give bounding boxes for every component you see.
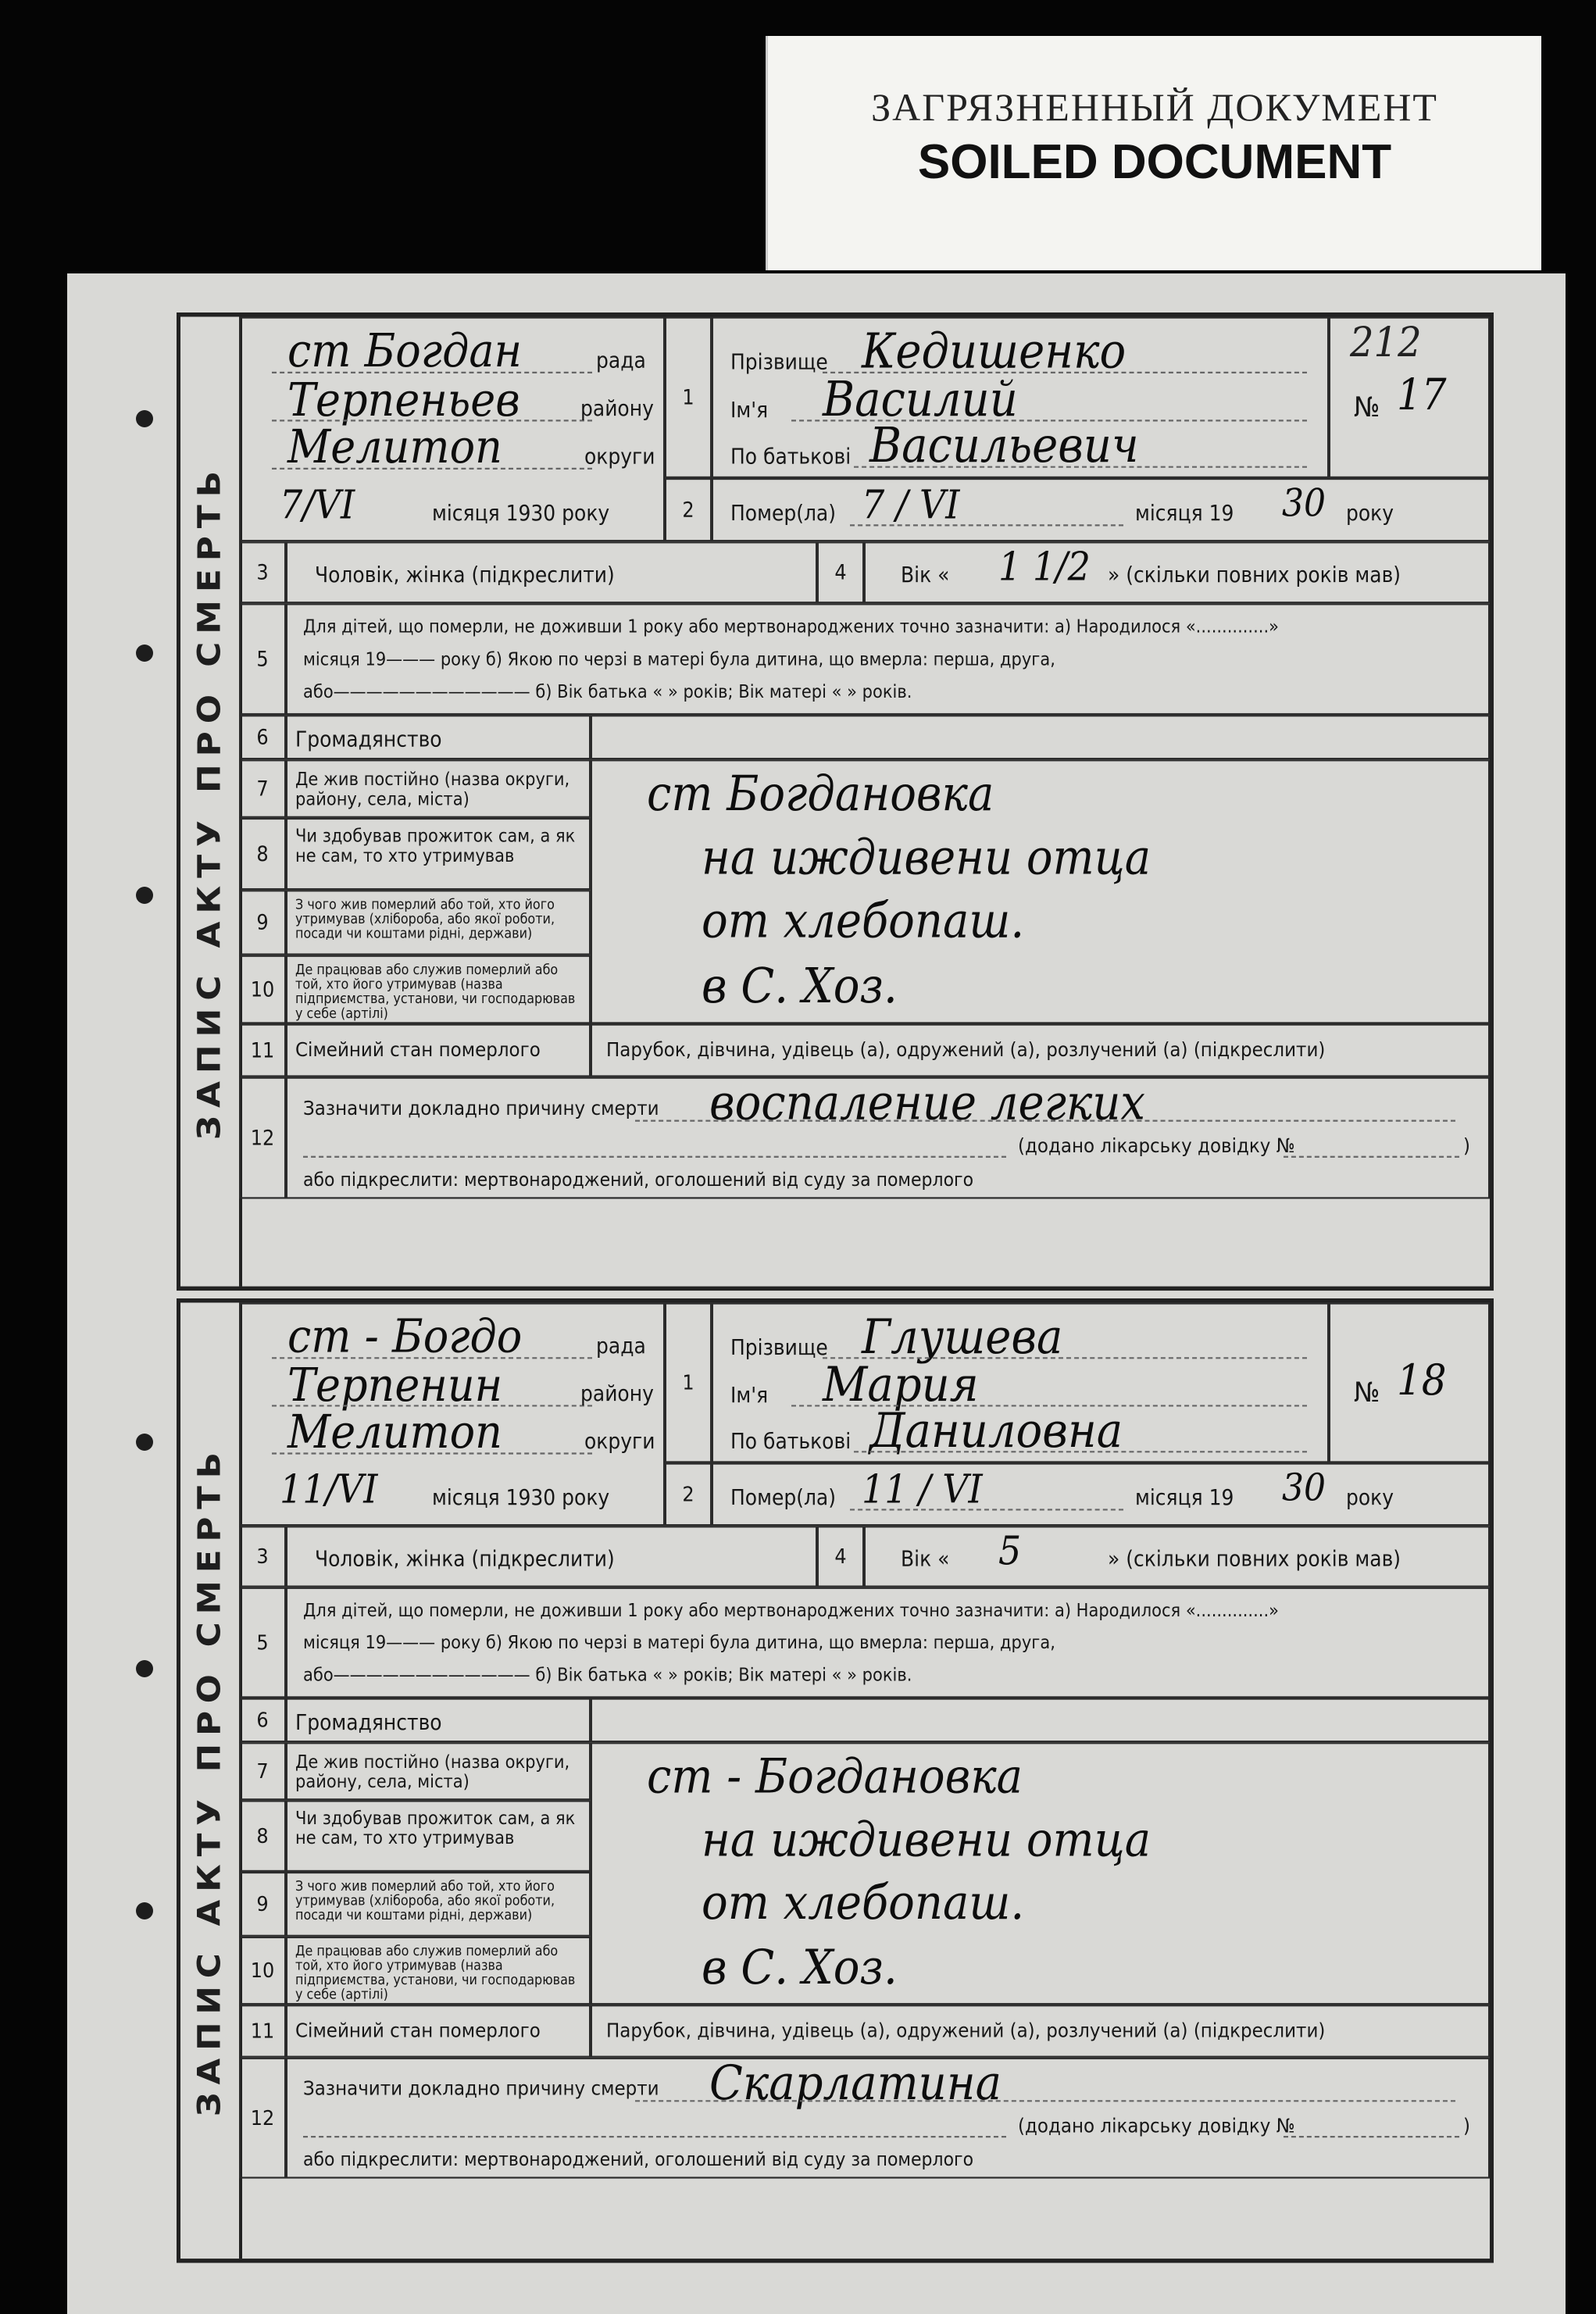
row-number: 4 — [817, 1526, 864, 1587]
row-number: 1 — [665, 1302, 712, 1462]
patronymic-value: Васильевич — [869, 418, 1139, 474]
row-number: 10 — [239, 955, 286, 1024]
punch-hole — [136, 1434, 153, 1451]
row-number: 12 — [239, 2058, 286, 2179]
cause-line — [635, 1120, 1455, 1122]
row-number: 8 — [239, 1800, 286, 1872]
cause-label: Зазначити докладно причину смерти — [303, 2077, 659, 2101]
citizenship-value-cell — [591, 1698, 1490, 1742]
cause-line-2 — [303, 2136, 1006, 2137]
med-certificate-line — [1284, 2136, 1459, 2137]
location-block — [239, 1302, 665, 1526]
okruga-value: Мелитоп — [287, 420, 502, 474]
row-number: 9 — [239, 890, 286, 955]
spine-title — [180, 1302, 242, 2259]
patronymic-line — [854, 1451, 1307, 1452]
row-number: 6 — [239, 1698, 286, 1742]
children-text-2: місяця 19——— року б) Якою по черзі в матері була дитина, що вмерла: перша, друга, — [303, 1632, 1055, 1653]
number-label: № — [1354, 1376, 1380, 1409]
row-number: 11 — [239, 2005, 286, 2058]
death-date-block — [712, 1462, 1490, 1526]
support-label-cell — [286, 818, 591, 890]
given-name-value: Василий — [823, 371, 1018, 428]
punch-hole — [136, 410, 153, 427]
record-number-box — [1329, 1302, 1490, 1462]
marital-label: Сімейний стан померлого — [295, 1039, 541, 1062]
citizenship-value-cell — [591, 715, 1490, 759]
cause-block — [286, 2055, 1490, 2179]
row-number: 5 — [239, 1587, 286, 1698]
age-tail-label: » (скільки повних років мав) — [1108, 1546, 1401, 1571]
livelihood-label: З чого жив померлий або той, хто його утримував (хлібороба, або якої роботи, посади чи коштами рідні, держави) — [295, 1877, 555, 1923]
residence-label: Де жив постійно (назва округи, району, села, міста) — [295, 769, 570, 809]
stillborn-note: або підкреслити: мертвонароджений, оголошений від суду за померлого — [303, 1169, 974, 1191]
residence-label: Де жив постійно (назва округи, району, села, міста) — [295, 1752, 570, 1792]
month-year-label: місяця 1930 року — [432, 500, 610, 526]
sex-label: Чоловік, жінка (підкреслити) — [315, 562, 615, 587]
citizenship-label: Громадянство — [295, 1709, 442, 1735]
given-name-value: Мария — [823, 1357, 979, 1413]
death-date-line — [850, 1509, 1123, 1510]
rayon-value: Терпеньев — [287, 372, 520, 427]
row-number: 3 — [239, 541, 286, 603]
row-number: 7 — [239, 1742, 286, 1800]
month-label: місяця 19 — [1135, 1484, 1234, 1510]
livelihood-label-cell — [286, 890, 591, 955]
answers-cell — [591, 759, 1490, 1023]
children-text-1: Для дітей, що померли, не доживши 1 року або мертвонароджених точно зазначити: а) Народилося «..............» — [303, 616, 1279, 637]
cause-line — [635, 2100, 1455, 2102]
punch-hole — [136, 1902, 153, 1919]
month-year-label: місяця 1930 року — [432, 1484, 610, 1510]
rayon-value: Терпенин — [287, 1358, 503, 1412]
death-date-line — [850, 524, 1123, 526]
work-value: в С. Хоз. — [702, 1940, 898, 1996]
marital-value-cell — [591, 1023, 1490, 1077]
surname-value: Глушева — [862, 1309, 1063, 1366]
support-label-cell — [286, 1800, 591, 1872]
rada-label: рада — [596, 1333, 646, 1359]
row-number: 12 — [239, 1077, 286, 1199]
paren-close: ) — [1463, 2115, 1470, 2138]
work-label: Де працював або служив померлий або той, хто його утримував (назва підприємства, установи, чи господарював у себе (артілі) — [295, 1942, 576, 2002]
spine-text: ЗАПИС АКТУ ПРО СМЕРТЬ — [191, 462, 228, 1141]
marital-label-cell — [286, 2005, 591, 2058]
rada-label: рада — [596, 348, 646, 373]
support-label: Чи здобував прожиток сам, а як не сам, то хто утримував — [295, 825, 576, 866]
work-label: Де працював або служив померлий або той, хто його утримував (назва підприємства, установи, чи господарював у себе (артілі) — [295, 961, 576, 1022]
row-number: 6 — [239, 715, 286, 759]
row-number: 1 — [665, 316, 712, 477]
patronymic-line — [854, 466, 1307, 468]
marital-options: Парубок, дівчина, удівець (а), одружений (а), розлучений (а) (підкреслити) — [606, 2019, 1326, 2043]
residence-label-cell — [286, 1742, 591, 1800]
children-text-3: або———————————— б) Вік батька « » років; Вік матері « » років. — [303, 1664, 912, 1686]
stamp-english-text: SOILED DOCUMENT — [917, 135, 1392, 189]
death-date-block — [712, 478, 1490, 541]
livelihood-value: от хлебопаш. — [702, 1875, 1025, 1931]
sex-label: Чоловік, жінка (підкреслити) — [315, 1546, 615, 1571]
name-label: Ім'я — [730, 1382, 769, 1408]
record-number-value: 18 — [1397, 1355, 1447, 1405]
age-tail-label: » (скільки повних років мав) — [1108, 562, 1401, 587]
cause-block — [286, 1077, 1490, 1199]
death-date-value: 7 / VI — [862, 481, 960, 528]
punch-hole — [136, 1660, 153, 1677]
death-year-value: 30 — [1282, 481, 1326, 526]
patronymic-label: По батькові — [730, 444, 852, 469]
age-label: Вік « — [901, 1546, 950, 1571]
citizenship-label-cell — [286, 715, 591, 759]
children-text-3: або———————————— б) Вік батька « » років; Вік матері « » років. — [303, 681, 912, 702]
livelihood-label: З чого жив померлий або той, хто його утримував (хлібороба, або якої роботи, посади чи коштами рідні, держави) — [295, 895, 555, 942]
patronymic-label: По батькові — [730, 1428, 852, 1454]
cause-label: Зазначити докладно причину смерти — [303, 1097, 659, 1120]
children-text-2: місяця 19——— року б) Якою по черзі в матері була дитина, що вмерла: перша, друга, — [303, 648, 1055, 670]
livelihood-value: от хлебопаш. — [702, 893, 1025, 949]
rada-value: ст Богдан — [287, 323, 523, 378]
spine-text: ЗАПИС АКТУ ПРО СМЕРТЬ — [191, 1444, 228, 2117]
age-value: 1 1/2 — [998, 543, 1091, 590]
cause-value: воспаление легких — [709, 1075, 1146, 1131]
row-number: 8 — [239, 818, 286, 890]
death-date-value: 11 / VI — [862, 1466, 983, 1512]
med-certificate-line — [1284, 1156, 1459, 1158]
surname-label: Прізвище — [730, 1334, 828, 1360]
cause-value: Скарлатина — [709, 2055, 1002, 2112]
year-label: року — [1346, 500, 1394, 526]
punch-hole — [136, 645, 153, 662]
row-number: 2 — [665, 478, 712, 541]
date-left-value: 7/VI — [280, 481, 355, 528]
year-label: року — [1346, 1484, 1394, 1510]
paren-close: ) — [1463, 1135, 1470, 1158]
marital-label-cell — [286, 1023, 591, 1077]
row-number: 9 — [239, 1872, 286, 1937]
okruga-label: округи — [584, 1428, 655, 1454]
number-label: № — [1354, 390, 1380, 423]
citizenship-label: Громадянство — [295, 727, 442, 752]
citizenship-label-cell — [286, 1698, 591, 1742]
rayon-label: району — [580, 395, 654, 421]
residence-label-cell — [286, 759, 591, 818]
surname-label: Прізвище — [730, 349, 828, 375]
residence-value: ст Богдановка — [647, 766, 994, 823]
surname-value: Кедишенко — [862, 323, 1126, 380]
name-block — [712, 1302, 1329, 1462]
support-value: на иждивени отца — [702, 830, 1151, 886]
punch-hole — [136, 887, 153, 904]
name-label: Ім'я — [730, 397, 769, 423]
okruga-value: Мелитоп — [287, 1405, 502, 1459]
support-label: Чи здобував прожиток сам, а як не сам, то хто утримував — [295, 1808, 576, 1848]
age-value: 5 — [998, 1527, 1022, 1574]
archive-mark: 212 — [1350, 318, 1422, 367]
children-block — [286, 1587, 1490, 1698]
livelihood-label-cell — [286, 1872, 591, 1937]
sex-block — [286, 541, 817, 603]
cause-line-2 — [303, 1156, 1006, 1158]
month-label: місяця 19 — [1135, 500, 1234, 526]
children-block — [286, 603, 1490, 715]
support-value: на иждивени отца — [702, 1812, 1151, 1868]
residence-value: ст - Богдановка — [647, 1748, 1023, 1805]
age-block — [864, 1526, 1490, 1587]
children-text-1: Для дітей, що померли, не доживши 1 року або мертвонароджених точно зазначити: а) Народилося «..............» — [303, 1600, 1279, 1621]
rayon-label: району — [580, 1380, 654, 1406]
work-value: в С. Хоз. — [702, 959, 898, 1015]
death-year-value: 30 — [1282, 1466, 1326, 1510]
row-number: 4 — [817, 541, 864, 603]
stamp-russian-text: ЗАГРЯЗНЕННЫЙ ДОКУМЕНТ — [871, 85, 1438, 129]
died-label: Помер(ла) — [730, 1484, 837, 1510]
died-label: Помер(ла) — [730, 500, 837, 526]
row-number: 10 — [239, 1937, 286, 2005]
name-block — [712, 316, 1329, 477]
record-number-value: 17 — [1397, 370, 1447, 420]
stillborn-note: або підкреслити: мертвонароджений, оголошений від суду за померлого — [303, 2149, 974, 2171]
okruga-label: округи — [584, 444, 655, 469]
row-number: 11 — [239, 1023, 286, 1077]
answers-cell — [591, 1742, 1490, 2005]
location-block — [239, 316, 665, 541]
med-certificate-label: (додано лікарську довідку № — [1018, 1135, 1295, 1158]
marital-value-cell — [591, 2005, 1490, 2058]
row-number: 2 — [665, 1462, 712, 1526]
rada-value: ст - Богдо — [287, 1309, 523, 1363]
okruga-line — [272, 1452, 592, 1454]
work-label-cell — [286, 1937, 591, 2005]
death-record-card-1 — [177, 312, 1494, 1291]
age-block — [864, 541, 1490, 603]
sex-block — [286, 1526, 817, 1587]
work-label-cell — [286, 955, 591, 1024]
spine-title — [180, 316, 242, 1286]
row-number: 7 — [239, 759, 286, 818]
age-label: Вік « — [901, 562, 950, 587]
record-number-box — [1329, 316, 1490, 477]
marital-options: Парубок, дівчина, удівець (а), одружений (а), розлучений (а) (підкреслити) — [606, 1039, 1326, 1062]
date-left-value: 11/VI — [280, 1466, 378, 1512]
row-number: 5 — [239, 603, 286, 715]
med-certificate-label: (додано лікарську довідку № — [1018, 2115, 1295, 2138]
soiled-document-stamp — [766, 36, 1541, 270]
patronymic-value: Даниловна — [869, 1403, 1123, 1459]
death-record-card-2 — [177, 1298, 1494, 2263]
row-number: 3 — [239, 1526, 286, 1587]
okruga-line — [272, 468, 592, 470]
marital-label: Сімейний стан померлого — [295, 2019, 541, 2043]
